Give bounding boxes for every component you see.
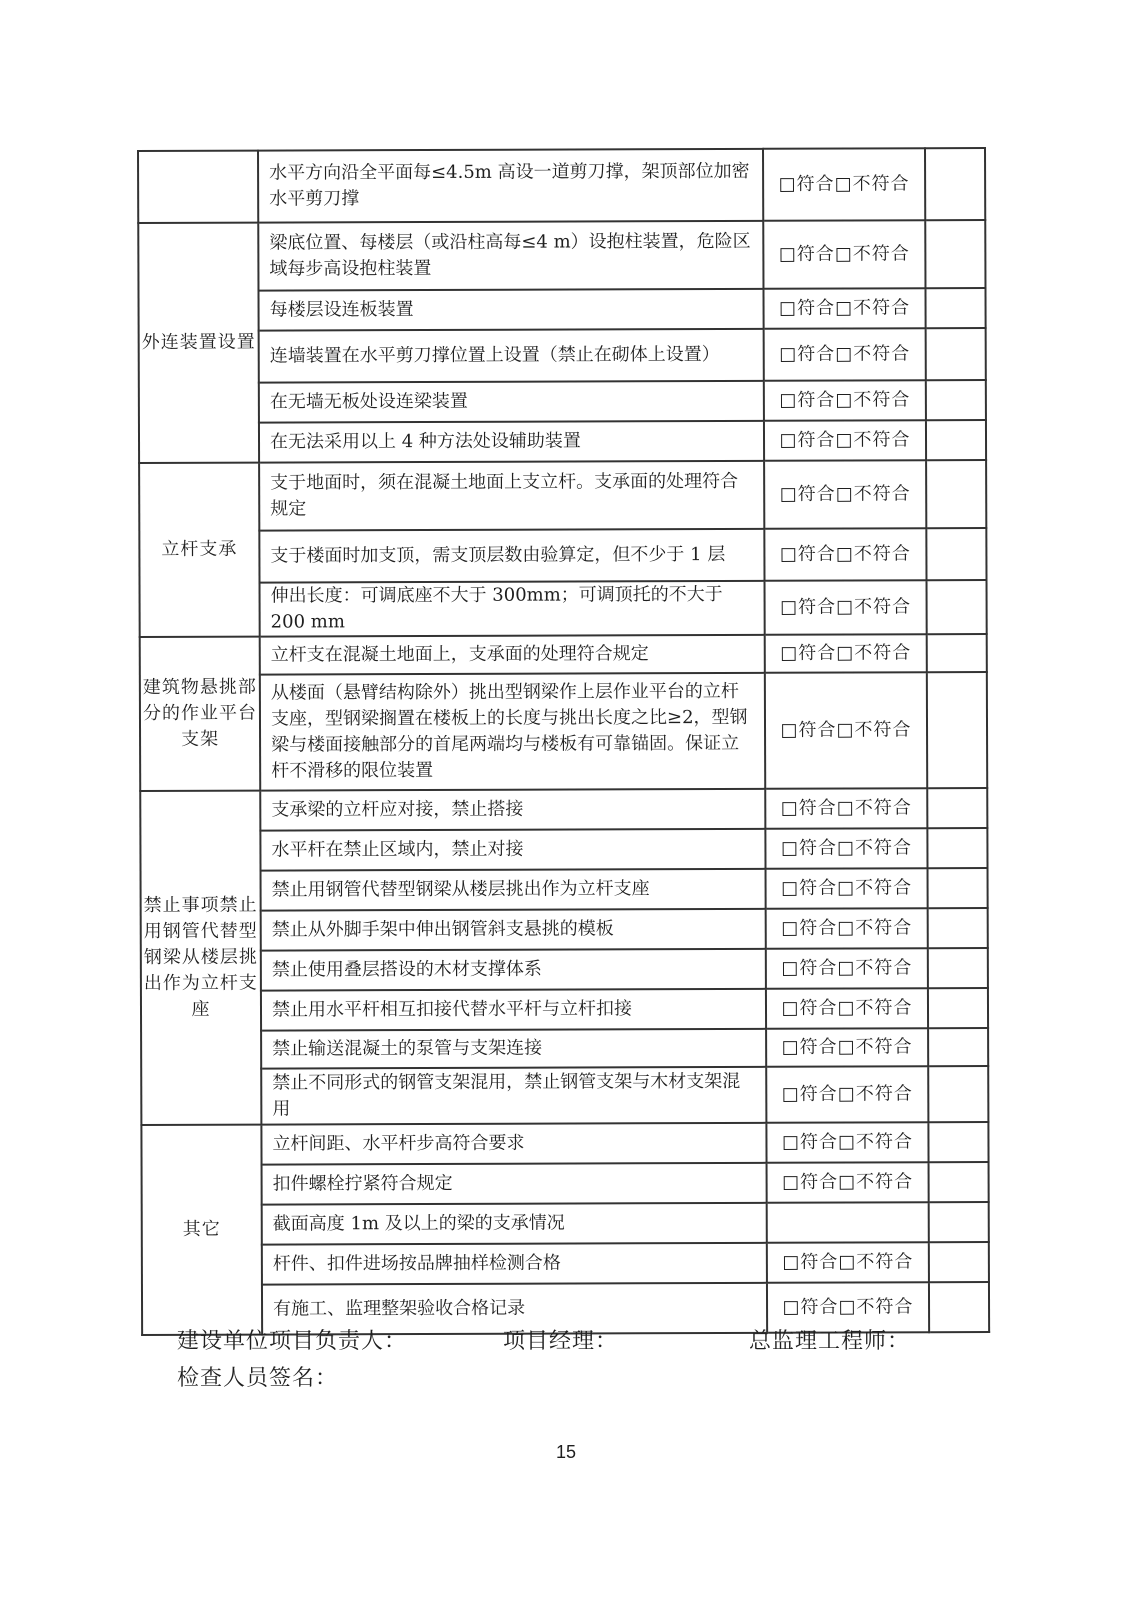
compliance-checkbox-cell[interactable]: □符合□不符合 (764, 460, 926, 529)
remarks-cell (929, 1242, 989, 1282)
compliance-checkbox-cell[interactable]: □符合□不符合 (764, 380, 926, 421)
table-row (142, 1242, 989, 1285)
table-row (140, 788, 987, 831)
remarks-cell (926, 328, 986, 380)
compliance-checkbox-cell[interactable]: □符合□不符合 (766, 988, 928, 1029)
table-row (140, 672, 987, 791)
remarks-cell (925, 148, 985, 220)
table-row (140, 828, 987, 871)
table-row (140, 634, 987, 675)
table-row (138, 288, 985, 331)
table-row (141, 1122, 988, 1165)
compliance-checkbox-cell[interactable]: □符合□不符合 (766, 908, 928, 949)
table-row (141, 948, 988, 991)
table-row (139, 460, 986, 531)
compliance-checkbox-cell[interactable]: □符合□不符合 (764, 420, 926, 461)
check-item-cell: 立杆支在混凝土地面上，支承面的处理符合规定 (260, 635, 765, 675)
remarks-cell (927, 580, 987, 634)
table-row (141, 1066, 988, 1125)
remarks-cell (928, 1028, 988, 1066)
remarks-cell (925, 220, 985, 288)
category-cell: 其它 (141, 1125, 262, 1335)
check-item-cell: 禁止不同形式的钢管支架混用，禁止钢管支架与木材支架混用 (261, 1067, 766, 1125)
compliance-checkbox-cell[interactable]: □符合□不符合 (766, 948, 928, 989)
remarks-cell (926, 460, 986, 528)
check-item-cell: 禁止输送混凝土的泵管与支架连接 (261, 1029, 766, 1069)
table-row (142, 1162, 989, 1205)
table-row (139, 528, 986, 583)
check-item-cell: 扣件螺栓拧紧符合规定 (262, 1163, 767, 1205)
compliance-checkbox-cell[interactable]: □符合□不符合 (765, 788, 927, 829)
remarks-cell (927, 672, 987, 788)
category-cell: 外连装置设置 (138, 223, 259, 463)
check-item-cell: 支承梁的立杆应对接，禁止搭接 (260, 789, 765, 831)
remarks-cell (926, 380, 986, 420)
remarks-cell (929, 1202, 989, 1242)
inspection-table (137, 147, 990, 1336)
table-row (139, 328, 986, 383)
table-row (139, 380, 986, 423)
remarks-cell (927, 788, 987, 828)
remarks-cell (927, 634, 987, 672)
inspection-table-body (138, 148, 989, 1335)
table-row (138, 220, 985, 291)
compliance-checkbox-cell[interactable]: □符合□不符合 (765, 580, 927, 635)
compliance-checkbox-cell[interactable]: □符合□不符合 (765, 634, 927, 673)
compliance-checkbox-cell[interactable]: □符合□不符合 (763, 288, 925, 329)
remarks-cell (928, 908, 988, 948)
check-item-cell: 支于楼面时加支顶，需支顶层数由验算定，但不少于 1 层 (259, 529, 764, 583)
category-cell: 禁止事项禁止用钢管代替型钢梁从楼层挑出作为立杆支座 (140, 791, 261, 1125)
compliance-checkbox-cell[interactable]: □符合□不符合 (766, 1028, 928, 1067)
category-cell (138, 151, 258, 223)
check-item-cell: 在无法采用以上 4 种方法处设辅助装置 (259, 421, 764, 463)
table-row (141, 868, 988, 911)
remarks-cell (929, 1162, 989, 1202)
remarks-cell (929, 1282, 989, 1332)
table-row (141, 1028, 988, 1069)
compliance-checkbox-cell[interactable]: □符合□不符合 (763, 220, 925, 289)
manager-signature-label: 项目经理： (503, 1329, 619, 1354)
compliance-checkbox-cell[interactable]: □符合□不符合 (766, 1122, 928, 1163)
compliance-checkbox-cell[interactable]: □符合□不符合 (763, 148, 925, 221)
compliance-checkbox-cell[interactable]: □符合□不符合 (765, 672, 927, 789)
table-row (138, 148, 985, 223)
remarks-cell (926, 528, 986, 580)
check-item-cell: 在无墙无板处设连梁装置 (259, 381, 764, 423)
compliance-checkbox-cell[interactable]: □符合□不符合 (767, 1242, 929, 1283)
remarks-cell (925, 288, 985, 328)
check-item-cell: 水平方向沿全平面每≤4.5m 高设一道剪刀撑，架顶部位加密水平剪刀撑 (258, 149, 763, 223)
check-item-cell: 从楼面（悬臂结构除外）挑出型钢梁作上层作业平台的立杆支座，型钢梁搁置在楼板上的长度与挑出长度之比≥2，型钢梁与楼面接触部分的首尾两端均与楼板有可靠锚固。保证立杆不滑移的限位装置 (260, 673, 765, 791)
check-item-cell: 伸出长度：可调底座不大于 300mm；可调顶托的不大于 200 mm (260, 581, 765, 637)
check-item-cell: 截面高度 1m 及以上的梁的支承情况 (262, 1203, 767, 1245)
check-item-cell: 每楼层设连板装置 (258, 289, 763, 331)
table-row (141, 908, 988, 951)
compliance-checkbox-cell[interactable]: □符合□不符合 (764, 328, 926, 381)
check-item-cell: 禁止使用叠层搭设的木材支撑体系 (261, 949, 766, 991)
supervisor-signature-label: 总监理工程师： (749, 1329, 911, 1354)
remarks-cell (928, 1066, 988, 1122)
compliance-checkbox-cell[interactable]: □符合□不符合 (767, 1282, 929, 1333)
page-number: 15 (555, 1442, 577, 1462)
compliance-checkbox-cell[interactable] (767, 1202, 929, 1243)
table-row (141, 988, 988, 1031)
remarks-cell (928, 988, 988, 1028)
compliance-checkbox-cell[interactable]: □符合□不符合 (766, 1066, 928, 1123)
check-item-cell: 支于地面时，须在混凝土地面上支立杆。支承面的处理符合规定 (259, 461, 764, 531)
check-item-cell: 禁止从外脚手架中伸出钢管斜支悬挑的模板 (261, 909, 766, 951)
compliance-checkbox-cell[interactable]: □符合□不符合 (767, 1162, 929, 1203)
check-item-cell: 水平杆在禁止区域内，禁止对接 (260, 829, 765, 871)
compliance-checkbox-cell[interactable]: □符合□不符合 (764, 528, 926, 581)
check-item-cell: 有施工、监理整架验收合格记录 (262, 1283, 767, 1335)
table-row (140, 580, 987, 637)
inspector-signature-label: 检查人员签名： (177, 1366, 339, 1391)
remarks-cell (927, 828, 987, 868)
compliance-checkbox-cell[interactable]: □符合□不符合 (766, 868, 928, 909)
check-item-cell: 杆件、扣件进场按品牌抽样检测合格 (262, 1243, 767, 1285)
compliance-checkbox-cell[interactable]: □符合□不符合 (765, 828, 927, 869)
owner-signature-label: 建设单位项目负责人： (177, 1329, 408, 1354)
check-item-cell: 梁底位置、每楼层（或沿柱高每≤4 m）设抱柱装置，危险区域每步高设抱柱装置 (258, 221, 763, 291)
remarks-cell (928, 1122, 988, 1162)
remarks-cell (928, 948, 988, 988)
remarks-cell (928, 868, 988, 908)
check-item-cell: 连墙装置在水平剪刀撑位置上设置（禁止在砌体上设置） (259, 329, 764, 383)
category-cell: 建筑物悬挑部分的作业平台支架 (140, 637, 261, 791)
remarks-cell (926, 420, 986, 460)
table-row (142, 1202, 989, 1245)
table-row (139, 420, 986, 463)
category-cell: 立杆支承 (139, 463, 260, 637)
check-item-cell: 立杆间距、水平杆步高符合要求 (261, 1123, 766, 1165)
check-item-cell: 禁止用钢管代替型钢梁从楼层挑出作为立杆支座 (261, 869, 766, 911)
check-item-cell: 禁止用水平杆相互扣接代替水平杆与立杆扣接 (261, 989, 766, 1031)
